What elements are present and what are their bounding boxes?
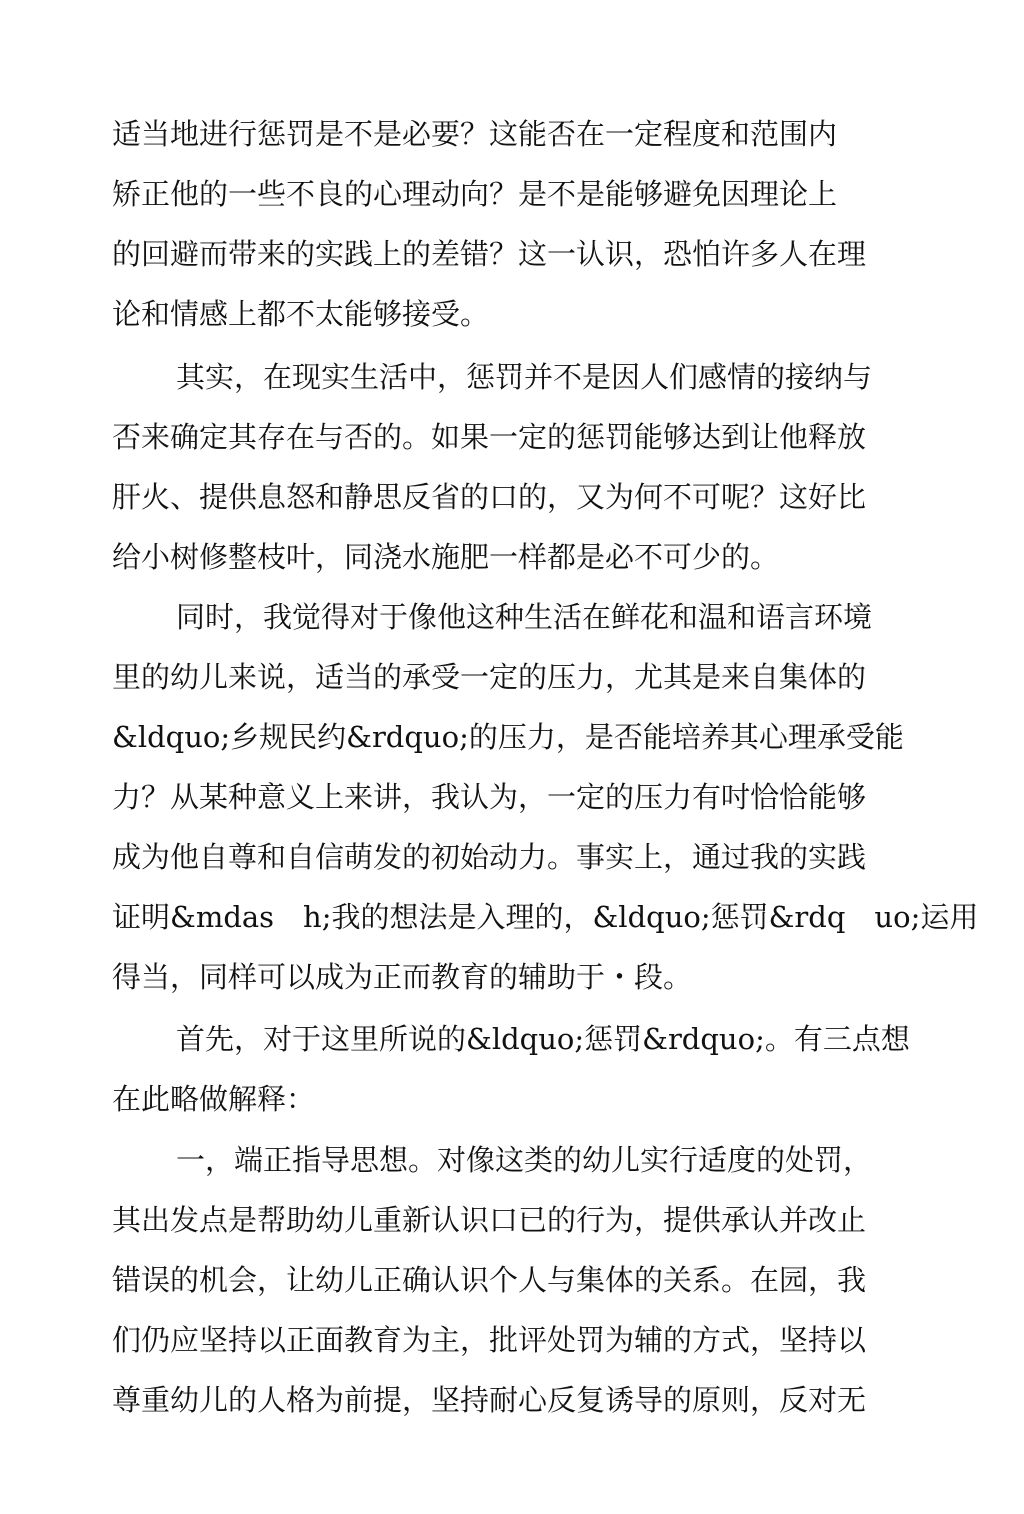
paragraph-line: 们仍应坚持以正面教育为主，批评处罚为辅的方式，坚持以 (112, 1323, 867, 1357)
paragraph-line: 否来确定其存在与否的。如果一定的惩罚能够达到让他释放 (112, 420, 867, 454)
paragraph-line: &ldquo;乡规民约&rdquo;的压力，是否能培养其心理承受能 (112, 720, 904, 754)
paragraph-line: 论和情感上都不太能够接受。 (112, 297, 490, 331)
paragraph-line: 矫正他的一些不良的心理动向？是不是能够避免因理论上 (112, 177, 838, 211)
paragraph-line: 里的幼儿来说，适当的承受一定的压力，尤其是来自集体的 (112, 660, 867, 694)
paragraph-line: 的回避而带来的实践上的差错？这一认识，恐怕许多人在理 (112, 237, 867, 271)
paragraph-line: 给小树修整枝叶，同浇水施肥一样都是必不可少的。 (112, 540, 780, 574)
paragraph-line: 在此略做解释： (112, 1082, 316, 1116)
paragraph-line: 其实，在现实生活中，惩罚并不是因人们感情的接纳与 (176, 360, 873, 394)
paragraph-line: 首先，对于这里所说的&ldquo;惩罚&rdquo;。有三点想 (176, 1022, 910, 1056)
paragraph-line: 得当，同样可以成为正而教育的辅助于・段。 (112, 960, 693, 994)
paragraph-line: 适当地进行惩罚是不是必要？这能否在一定程度和范围内 (112, 117, 838, 151)
paragraph-line: 力？从某种意义上来讲，我认为，一定的压力有吋恰恰能够 (112, 780, 867, 814)
paragraph-line: 证明&mdas h;我的想法是入理的，&ldquo;惩罚&rdq uo;运用 (112, 900, 979, 934)
paragraph-line: 同时，我觉得对于像他这种生活在鲜花和温和语言环境 (176, 600, 873, 634)
paragraph-line: 尊重幼儿的人格为前提，坚持耐心反复诱导的原则，反对无 (112, 1383, 867, 1417)
paragraph-line: 错误的机会，让幼儿正确认识个人与集体的关系。在园，我 (112, 1263, 867, 1297)
paragraph-line: 其出发点是帮助幼儿重新认识口已的行为，提供承认并改止 (112, 1203, 867, 1237)
paragraph-line: 肝火、提供息怒和静思反省的口的，又为何不可呢？这好比 (112, 480, 867, 514)
paragraph-line: 一，端正指导思想。对像这类的幼儿实行适度的处罚， (176, 1143, 873, 1177)
paragraph-line: 成为他自尊和自信萌发的初始动力。事实上，通过我的实践 (112, 840, 867, 874)
